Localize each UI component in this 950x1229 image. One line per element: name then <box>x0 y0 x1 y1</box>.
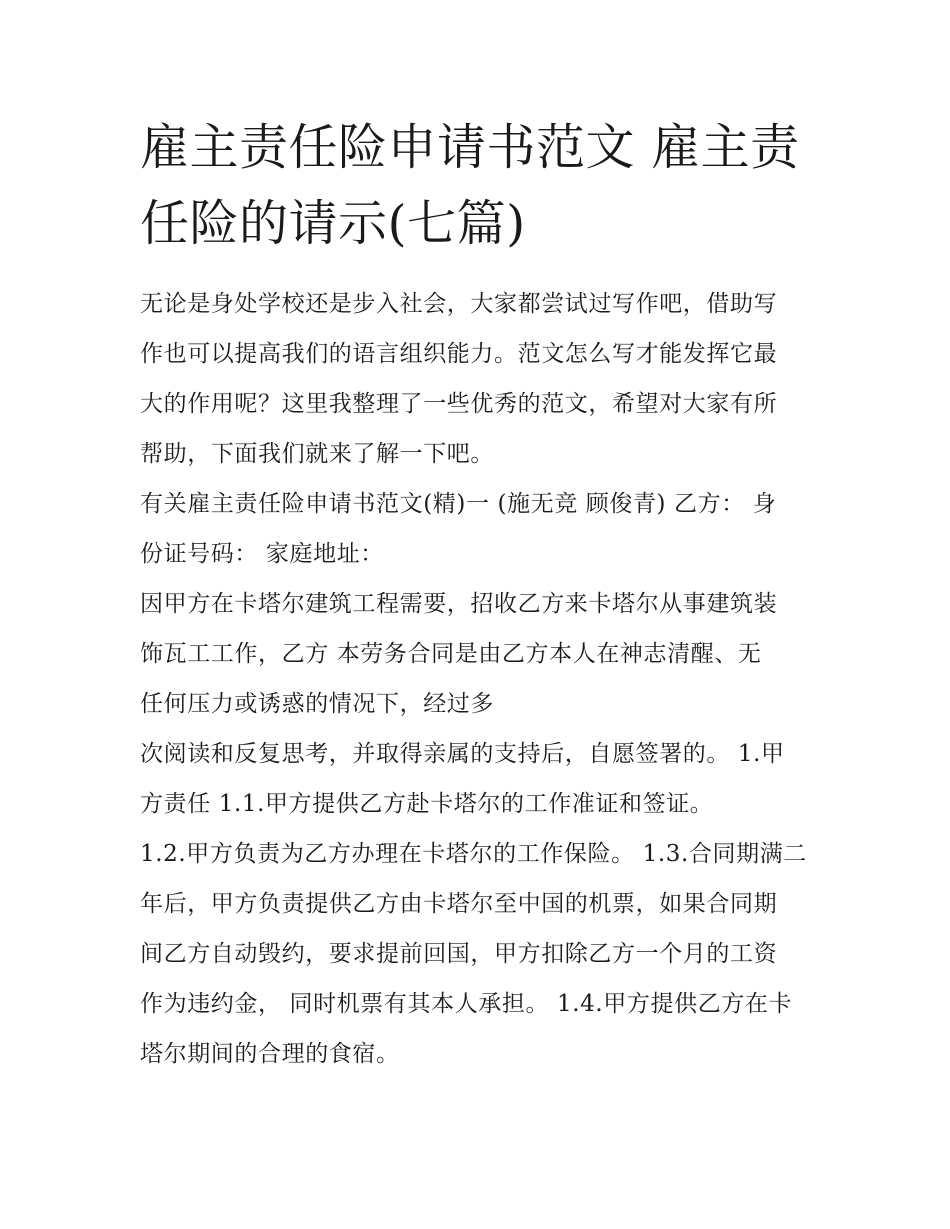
paragraph-intro <box>140 279 820 479</box>
text-line: 作也可以提高我们的语言组织能力。范文怎么写才能发挥它最 <box>140 341 778 367</box>
text-line: 作为违约金， 同时机票有其本人承担。 1.4.甲方提供乙方在卡 <box>140 991 793 1017</box>
text-line: 大的作用呢？这里我整理了一些优秀的范文，希望对大家有所 <box>140 391 778 417</box>
text-line: 年后，甲方负责提供乙方由卡塔尔至中国的机票，如果合同期 <box>140 891 778 917</box>
text-line: 方责任 1.1.甲方提供乙方赴卡塔尔的工作准证和签证。 <box>140 791 714 817</box>
paragraph-background <box>140 579 820 729</box>
text-line: 塔尔期间的合理的食宿。 <box>140 1041 400 1067</box>
text-line: 有关雇主责任险申请书范文(精)一 (施无竞 顾俊青) 乙方： 身 <box>140 491 777 517</box>
text-line: 饰瓦工工作，乙方 本劳务合同是由乙方本人在神志清醒、无 <box>140 641 762 667</box>
text-line: 次阅读和反复思考，并取得亲属的支持后，自愿签署的。 1.甲 <box>140 741 785 767</box>
text-line: 间乙方自动毁约，要求提前回国，甲方扣除乙方一个月的工资 <box>140 941 778 967</box>
text-line: 帮助，下面我们就来了解一下吧。 <box>140 441 494 467</box>
document-body <box>140 279 820 1079</box>
paragraph-clause-1 <box>140 729 820 829</box>
document-title <box>140 110 830 262</box>
title-line-1: 雇主责任险申请书范文 雇主责 <box>140 119 800 176</box>
paragraph-clause-2 <box>140 829 820 1079</box>
text-line: 无论是身处学校还是步入社会，大家都尝试过写作吧，借助写 <box>140 291 778 317</box>
text-line: 因甲方在卡塔尔建筑工程需要，招收乙方来卡塔尔从事建筑装 <box>140 591 778 617</box>
text-line: 1.2.甲方负责为乙方办理在卡塔尔的工作保险。 1.3.合同期满二 <box>140 841 807 867</box>
title-line-2: 任险的请示(七篇) <box>140 195 526 252</box>
text-line: 任何压力或诱惑的情况下，经过多 <box>140 691 494 717</box>
text-line: 份证号码： 家庭地址： <box>140 541 384 567</box>
paragraph-heading <box>140 479 820 579</box>
